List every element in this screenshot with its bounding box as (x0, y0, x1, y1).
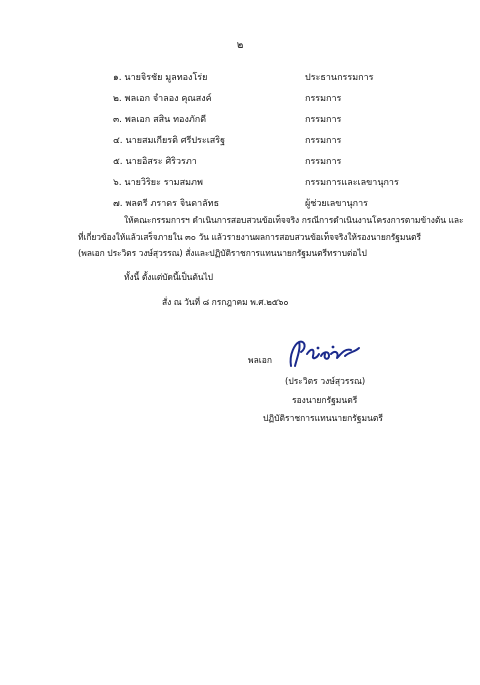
signatory-rank: พลเอก (248, 356, 272, 366)
effective-clause: ทั้งนี้ ตั้งแต่บัดนี้เป็นต้นไป (124, 273, 213, 283)
order-date: สั่ง ณ วันที่ ๘ กรกฎาคม พ.ศ.๒๕๖๐ (162, 298, 289, 308)
member-name: ๖. นายวิริยะ รามสมภพ (113, 178, 203, 188)
member-name: ๓. พลเอก สสิน ทองภักดี (113, 115, 207, 125)
member-role: กรรมการ (305, 136, 342, 146)
member-role: ผู้ช่วยเลขานุการ (305, 199, 368, 209)
member-name: ๔. นายสมเกียรติ ศรีประเสริฐ (113, 136, 226, 146)
member-name: ๗. พลตรี ภราดร จินดาลัทธ (113, 199, 220, 209)
body-line-2: ที่เกี่ยวข้องให้แล้วเสร็จภายใน ๓๐ วัน แล้วรายงานผลการสอบสวนข้อเท็จจริงให้รองนายกรัฐมนตรี (78, 233, 421, 243)
body-line-1: ให้คณะกรรมการฯ ดำเนินการสอบสวนข้อเท็จจริง กรณีการดำเนินงานโครงการตามข้างต้น และ (124, 216, 464, 226)
member-name: ๕. นายอิสระ ศิริวรภา (113, 157, 197, 167)
signatory-title: รองนายกรัฐมนตรี (292, 396, 358, 406)
signatory-name: (ประวิตร วงษ์สุวรรณ) (285, 377, 366, 387)
signatory-acting-title: ปฏิบัติราชการแทนนายกรัฐมนตรี (263, 414, 383, 424)
member-role: ประธานกรรมการ (305, 73, 374, 83)
handwritten-signature (285, 336, 365, 372)
member-role: กรรมการ (305, 115, 342, 125)
page-number: ๒ (236, 40, 244, 51)
member-name: ๑. นายจิรชัย มูลทองโร่ย (113, 73, 208, 83)
member-name: ๒. พลเอก จำลอง คุณสงค์ (113, 94, 212, 104)
body-line-3: (พลเอก ประวิตร วงษ์สุวรรณ) สั่งและปฏิบัติราชการแทนนายกรัฐมนตรีทราบต่อไป (78, 249, 367, 259)
member-role: กรรมการ (305, 157, 342, 167)
member-role: กรรมการและเลขานุการ (305, 178, 399, 188)
member-role: กรรมการ (305, 94, 342, 104)
